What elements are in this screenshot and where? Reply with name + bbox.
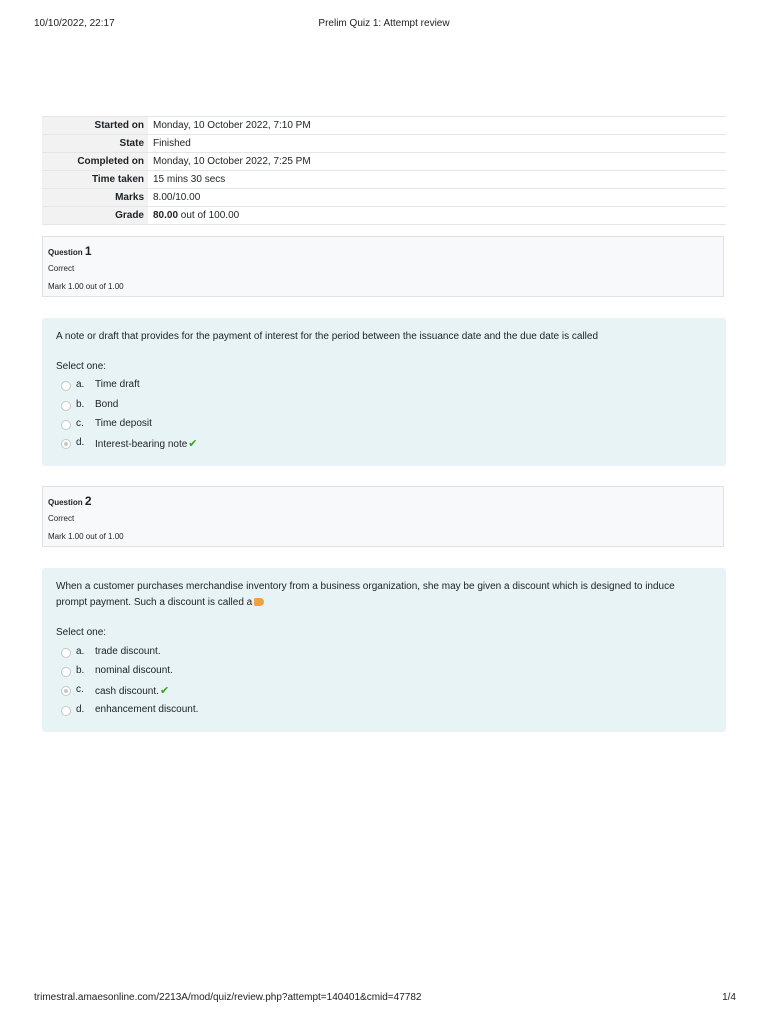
correct-check-icon: ✔ [188,438,198,450]
radio-button[interactable] [61,706,71,716]
summary-row-completed [42,153,726,171]
summary-row-time [42,171,726,189]
summary-label: Grade [42,207,148,225]
question-number: 1 [84,244,92,258]
summary-row-marks [42,189,726,207]
question-text: A note or draft that provides for the payment of interest for the period between the issuance date and the due date is called [56,331,599,342]
summary-value [148,207,726,225]
print-title: Prelim Quiz 1: Attempt review [318,18,450,29]
answer-letter: b. [76,665,85,676]
summary-label: State [42,135,148,153]
question-grade: Mark 1.00 out of 1.00 [48,532,124,541]
summary-value: Monday, 10 October 2022, 7:10 PM [148,117,726,135]
answer-letter: c. [76,418,84,429]
flag-icon[interactable] [254,598,264,606]
attempt-summary-table [42,116,726,225]
answer-letter: a. [76,646,85,657]
question-label: Question [48,498,85,507]
question-text-label: When a customer purchases merchandise inventory from a business organization, she may be given a discount which is designed to induce prompt payment. Such a discount is called a [56,581,675,608]
answer-text: Time deposit [95,418,152,429]
answer-text: enhancement discount. [95,704,199,715]
question-grade: Mark 1.00 out of 1.00 [48,282,124,291]
answer-text [95,437,198,450]
summary-value: Finished [148,135,726,153]
grade-total: out of 100.00 [178,210,240,221]
select-one-prompt: Select one: [56,361,107,372]
answer-letter: c. [76,684,84,695]
print-url: trimestral.amaesonline.com/2213A/mod/quiz/review.php?attempt=140401&cmid=47782 [34,992,422,1003]
question-info [42,236,724,297]
radio-button[interactable] [61,648,71,658]
select-one-prompt: Select one: [56,627,107,638]
print-page-number: 1/4 [722,992,736,1003]
answer-letter: a. [76,379,85,390]
radio-button[interactable] [61,381,71,391]
grade-score: 80.00 [153,210,179,221]
question-label: Question [48,248,85,257]
answer-letter: d. [76,437,85,448]
correct-check-icon: ✔ [159,685,170,697]
answer-text: Bond [95,399,119,410]
question-info [42,486,724,547]
summary-row-state [42,135,726,153]
question-title [48,494,92,508]
print-header [0,18,768,32]
answer-text-label: Interest-bearing note [95,439,188,450]
summary-label: Marks [42,189,148,207]
summary-value: 8.00/10.00 [148,189,726,207]
print-footer [0,992,768,1006]
summary-label: Started on [42,117,148,135]
question-text [56,579,706,611]
summary-label: Time taken [42,171,148,189]
answer-text [95,684,169,697]
question-content [42,318,726,466]
radio-button-selected[interactable] [61,686,71,696]
answer-letter: d. [76,704,85,715]
summary-label: Completed on [42,153,148,171]
question-state: Correct [48,264,75,273]
summary-row-started [42,117,726,135]
summary-row-grade [42,207,726,225]
summary-value: Monday, 10 October 2022, 7:25 PM [148,153,726,171]
answer-text: trade discount. [95,646,161,657]
question-content [42,568,726,732]
question-title [48,244,92,258]
print-datetime: 10/10/2022, 22:17 [34,18,115,29]
answer-text-label: cash discount. [95,686,159,697]
answer-text: nominal discount. [95,665,173,676]
radio-button[interactable] [61,667,71,677]
question-number: 2 [84,494,92,508]
question-state: Correct [48,514,75,523]
radio-button-selected[interactable] [61,439,71,449]
answer-text: Time draft [95,379,140,390]
radio-button[interactable] [61,420,71,430]
answer-letter: b. [76,399,85,410]
radio-button[interactable] [61,401,71,411]
summary-value: 15 mins 30 secs [148,171,726,189]
